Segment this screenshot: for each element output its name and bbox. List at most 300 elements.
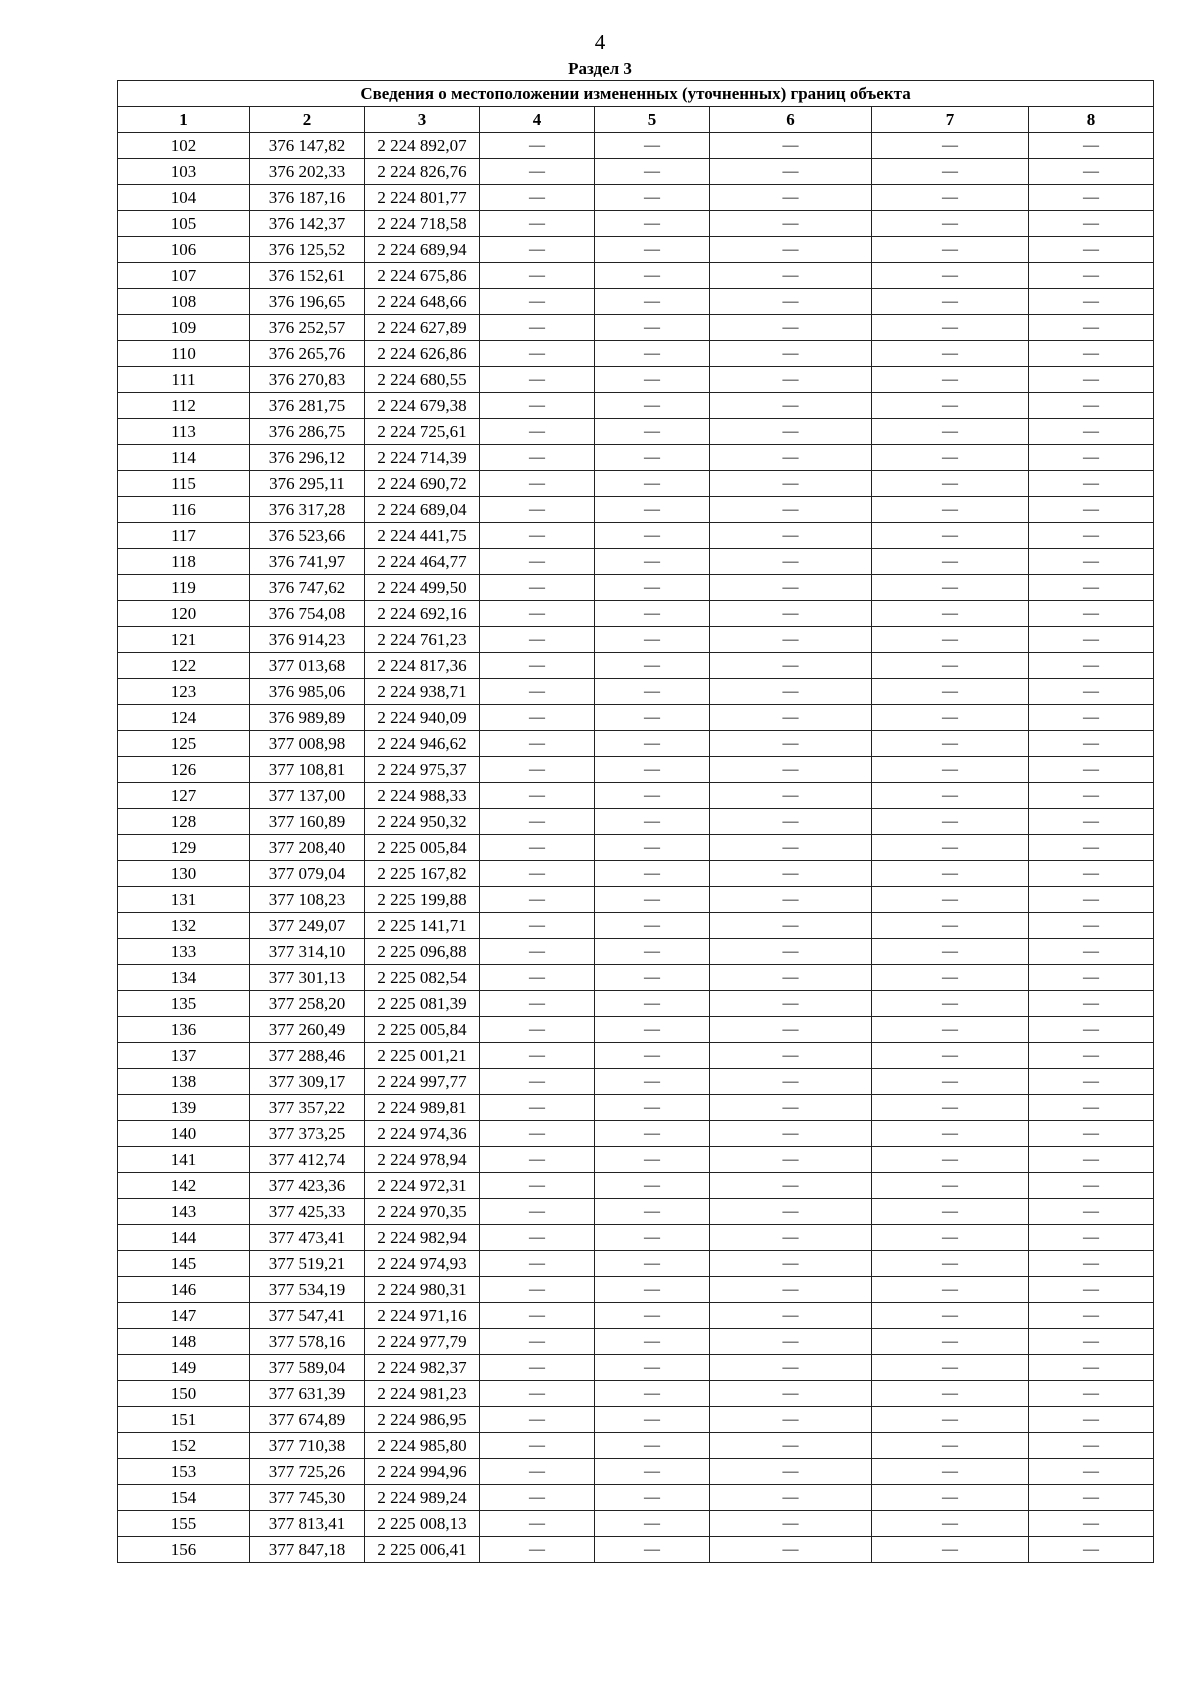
x-coordinate-cell: 377 578,16 bbox=[250, 1329, 365, 1355]
empty-value-cell: — bbox=[480, 1511, 595, 1537]
empty-value-cell: — bbox=[480, 809, 595, 835]
empty-value-cell: — bbox=[872, 367, 1029, 393]
x-coordinate-cell: 377 137,00 bbox=[250, 783, 365, 809]
point-number-cell: 118 bbox=[118, 549, 250, 575]
empty-value-cell: — bbox=[710, 1043, 872, 1069]
point-number-cell: 131 bbox=[118, 887, 250, 913]
point-number-cell: 134 bbox=[118, 965, 250, 991]
point-number-cell: 112 bbox=[118, 393, 250, 419]
table-row bbox=[118, 1407, 1154, 1433]
empty-value-cell: — bbox=[1029, 523, 1154, 549]
empty-value-cell: — bbox=[1029, 1433, 1154, 1459]
empty-value-cell: — bbox=[872, 601, 1029, 627]
empty-value-cell: — bbox=[1029, 1329, 1154, 1355]
table-row bbox=[118, 445, 1154, 471]
empty-value-cell: — bbox=[595, 1069, 710, 1095]
point-number-cell: 135 bbox=[118, 991, 250, 1017]
empty-value-cell: — bbox=[595, 1173, 710, 1199]
table-row bbox=[118, 367, 1154, 393]
empty-value-cell: — bbox=[872, 939, 1029, 965]
column-header: 4 bbox=[480, 107, 595, 133]
x-coordinate-cell: 377 547,41 bbox=[250, 1303, 365, 1329]
empty-value-cell: — bbox=[872, 289, 1029, 315]
column-header: 3 bbox=[365, 107, 480, 133]
empty-value-cell: — bbox=[595, 1043, 710, 1069]
table-row bbox=[118, 237, 1154, 263]
empty-value-cell: — bbox=[872, 679, 1029, 705]
table-row bbox=[118, 1511, 1154, 1537]
y-coordinate-cell: 2 224 441,75 bbox=[365, 523, 480, 549]
empty-value-cell: — bbox=[872, 965, 1029, 991]
empty-value-cell: — bbox=[595, 757, 710, 783]
empty-value-cell: — bbox=[872, 731, 1029, 757]
y-coordinate-cell: 2 224 986,95 bbox=[365, 1407, 480, 1433]
x-coordinate-cell: 377 589,04 bbox=[250, 1355, 365, 1381]
table-row bbox=[118, 1433, 1154, 1459]
empty-value-cell: — bbox=[595, 1251, 710, 1277]
empty-value-cell: — bbox=[595, 913, 710, 939]
empty-value-cell: — bbox=[710, 809, 872, 835]
empty-value-cell: — bbox=[595, 263, 710, 289]
empty-value-cell: — bbox=[480, 315, 595, 341]
empty-value-cell: — bbox=[480, 549, 595, 575]
empty-value-cell: — bbox=[480, 1017, 595, 1043]
empty-value-cell: — bbox=[595, 419, 710, 445]
point-number-cell: 155 bbox=[118, 1511, 250, 1537]
table-row bbox=[118, 965, 1154, 991]
y-coordinate-cell: 2 224 997,77 bbox=[365, 1069, 480, 1095]
empty-value-cell: — bbox=[480, 1147, 595, 1173]
empty-value-cell: — bbox=[480, 185, 595, 211]
empty-value-cell: — bbox=[1029, 133, 1154, 159]
x-coordinate-cell: 376 747,62 bbox=[250, 575, 365, 601]
empty-value-cell: — bbox=[710, 1407, 872, 1433]
y-coordinate-cell: 2 224 940,09 bbox=[365, 705, 480, 731]
x-coordinate-cell: 376 914,23 bbox=[250, 627, 365, 653]
y-coordinate-cell: 2 224 725,61 bbox=[365, 419, 480, 445]
table-row bbox=[118, 1537, 1154, 1563]
empty-value-cell: — bbox=[710, 367, 872, 393]
table-row bbox=[118, 1485, 1154, 1511]
empty-value-cell: — bbox=[595, 1147, 710, 1173]
point-number-cell: 139 bbox=[118, 1095, 250, 1121]
empty-value-cell: — bbox=[872, 705, 1029, 731]
x-coordinate-cell: 377 108,81 bbox=[250, 757, 365, 783]
x-coordinate-cell: 377 519,21 bbox=[250, 1251, 365, 1277]
empty-value-cell: — bbox=[872, 211, 1029, 237]
empty-value-cell: — bbox=[595, 1355, 710, 1381]
table-caption-row bbox=[118, 81, 1154, 107]
empty-value-cell: — bbox=[872, 575, 1029, 601]
empty-value-cell: — bbox=[595, 185, 710, 211]
empty-value-cell: — bbox=[872, 835, 1029, 861]
empty-value-cell: — bbox=[595, 601, 710, 627]
empty-value-cell: — bbox=[480, 1329, 595, 1355]
empty-value-cell: — bbox=[595, 367, 710, 393]
empty-value-cell: — bbox=[710, 705, 872, 731]
empty-value-cell: — bbox=[1029, 991, 1154, 1017]
empty-value-cell: — bbox=[595, 1381, 710, 1407]
empty-value-cell: — bbox=[872, 991, 1029, 1017]
empty-value-cell: — bbox=[595, 1433, 710, 1459]
empty-value-cell: — bbox=[595, 887, 710, 913]
y-coordinate-cell: 2 224 679,38 bbox=[365, 393, 480, 419]
empty-value-cell: — bbox=[480, 1537, 595, 1563]
x-coordinate-cell: 377 813,41 bbox=[250, 1511, 365, 1537]
point-number-cell: 125 bbox=[118, 731, 250, 757]
y-coordinate-cell: 2 224 970,35 bbox=[365, 1199, 480, 1225]
empty-value-cell: — bbox=[872, 263, 1029, 289]
empty-value-cell: — bbox=[595, 965, 710, 991]
empty-value-cell: — bbox=[595, 1199, 710, 1225]
empty-value-cell: — bbox=[1029, 679, 1154, 705]
table-row bbox=[118, 1017, 1154, 1043]
section-title: Раздел 3 bbox=[568, 59, 632, 78]
x-coordinate-cell: 376 147,82 bbox=[250, 133, 365, 159]
empty-value-cell: — bbox=[480, 1485, 595, 1511]
y-coordinate-cell: 2 225 141,71 bbox=[365, 913, 480, 939]
column-header: 5 bbox=[595, 107, 710, 133]
y-coordinate-cell: 2 224 946,62 bbox=[365, 731, 480, 757]
empty-value-cell: — bbox=[480, 1277, 595, 1303]
y-coordinate-cell: 2 224 826,76 bbox=[365, 159, 480, 185]
empty-value-cell: — bbox=[710, 315, 872, 341]
empty-value-cell: — bbox=[595, 809, 710, 835]
x-coordinate-cell: 377 258,20 bbox=[250, 991, 365, 1017]
table-row bbox=[118, 1329, 1154, 1355]
empty-value-cell: — bbox=[872, 887, 1029, 913]
x-coordinate-cell: 376 142,37 bbox=[250, 211, 365, 237]
empty-value-cell: — bbox=[1029, 601, 1154, 627]
empty-value-cell: — bbox=[1029, 809, 1154, 835]
empty-value-cell: — bbox=[710, 1459, 872, 1485]
empty-value-cell: — bbox=[1029, 393, 1154, 419]
y-coordinate-cell: 2 224 499,50 bbox=[365, 575, 480, 601]
x-coordinate-cell: 377 425,33 bbox=[250, 1199, 365, 1225]
empty-value-cell: — bbox=[872, 1251, 1029, 1277]
y-coordinate-cell: 2 224 761,23 bbox=[365, 627, 480, 653]
empty-value-cell: — bbox=[710, 419, 872, 445]
x-coordinate-cell: 377 423,36 bbox=[250, 1173, 365, 1199]
empty-value-cell: — bbox=[710, 1277, 872, 1303]
empty-value-cell: — bbox=[710, 601, 872, 627]
empty-value-cell: — bbox=[480, 1043, 595, 1069]
empty-value-cell: — bbox=[710, 835, 872, 861]
table-row bbox=[118, 887, 1154, 913]
x-coordinate-cell: 376 741,97 bbox=[250, 549, 365, 575]
point-number-cell: 133 bbox=[118, 939, 250, 965]
empty-value-cell: — bbox=[710, 1147, 872, 1173]
y-coordinate-cell: 2 224 974,93 bbox=[365, 1251, 480, 1277]
point-number-cell: 103 bbox=[118, 159, 250, 185]
point-number-cell: 122 bbox=[118, 653, 250, 679]
y-coordinate-cell: 2 224 981,23 bbox=[365, 1381, 480, 1407]
x-coordinate-cell: 376 295,11 bbox=[250, 471, 365, 497]
empty-value-cell: — bbox=[480, 861, 595, 887]
table-row bbox=[118, 549, 1154, 575]
empty-value-cell: — bbox=[872, 1303, 1029, 1329]
empty-value-cell: — bbox=[710, 1433, 872, 1459]
empty-value-cell: — bbox=[1029, 1095, 1154, 1121]
y-coordinate-cell: 2 224 971,16 bbox=[365, 1303, 480, 1329]
empty-value-cell: — bbox=[1029, 1199, 1154, 1225]
x-coordinate-cell: 376 523,66 bbox=[250, 523, 365, 549]
y-coordinate-cell: 2 225 005,84 bbox=[365, 1017, 480, 1043]
table-row bbox=[118, 1095, 1154, 1121]
point-number-cell: 127 bbox=[118, 783, 250, 809]
table-row bbox=[118, 1303, 1154, 1329]
table-row bbox=[118, 1225, 1154, 1251]
table-row bbox=[118, 601, 1154, 627]
empty-value-cell: — bbox=[710, 861, 872, 887]
empty-value-cell: — bbox=[595, 1225, 710, 1251]
empty-value-cell: — bbox=[480, 627, 595, 653]
empty-value-cell: — bbox=[595, 861, 710, 887]
empty-value-cell: — bbox=[872, 549, 1029, 575]
empty-value-cell: — bbox=[1029, 731, 1154, 757]
y-coordinate-cell: 2 224 972,31 bbox=[365, 1173, 480, 1199]
point-number-cell: 154 bbox=[118, 1485, 250, 1511]
empty-value-cell: — bbox=[595, 653, 710, 679]
empty-value-cell: — bbox=[710, 1355, 872, 1381]
point-number-cell: 116 bbox=[118, 497, 250, 523]
empty-value-cell: — bbox=[595, 341, 710, 367]
x-coordinate-cell: 377 008,98 bbox=[250, 731, 365, 757]
empty-value-cell: — bbox=[1029, 1069, 1154, 1095]
y-coordinate-cell: 2 224 892,07 bbox=[365, 133, 480, 159]
empty-value-cell: — bbox=[1029, 1017, 1154, 1043]
table-row bbox=[118, 627, 1154, 653]
empty-value-cell: — bbox=[480, 991, 595, 1017]
point-number-cell: 146 bbox=[118, 1277, 250, 1303]
empty-value-cell: — bbox=[595, 627, 710, 653]
point-number-cell: 143 bbox=[118, 1199, 250, 1225]
table-row bbox=[118, 809, 1154, 835]
column-header: 2 bbox=[250, 107, 365, 133]
empty-value-cell: — bbox=[872, 1095, 1029, 1121]
empty-value-cell: — bbox=[1029, 1459, 1154, 1485]
empty-value-cell: — bbox=[595, 211, 710, 237]
empty-value-cell: — bbox=[595, 1303, 710, 1329]
empty-value-cell: — bbox=[595, 1329, 710, 1355]
table-row bbox=[118, 419, 1154, 445]
x-coordinate-cell: 377 847,18 bbox=[250, 1537, 365, 1563]
point-number-cell: 156 bbox=[118, 1537, 250, 1563]
empty-value-cell: — bbox=[480, 1121, 595, 1147]
column-header: 6 bbox=[710, 107, 872, 133]
empty-value-cell: — bbox=[1029, 1511, 1154, 1537]
table-row bbox=[118, 1355, 1154, 1381]
table-row bbox=[118, 497, 1154, 523]
empty-value-cell: — bbox=[595, 393, 710, 419]
empty-value-cell: — bbox=[710, 471, 872, 497]
table-row bbox=[118, 1069, 1154, 1095]
table-row bbox=[118, 1251, 1154, 1277]
empty-value-cell: — bbox=[595, 1017, 710, 1043]
x-coordinate-cell: 376 196,65 bbox=[250, 289, 365, 315]
empty-value-cell: — bbox=[480, 965, 595, 991]
empty-value-cell: — bbox=[480, 1381, 595, 1407]
empty-value-cell: — bbox=[480, 939, 595, 965]
table-row bbox=[118, 835, 1154, 861]
y-coordinate-cell: 2 224 627,89 bbox=[365, 315, 480, 341]
empty-value-cell: — bbox=[710, 627, 872, 653]
empty-value-cell: — bbox=[710, 185, 872, 211]
empty-value-cell: — bbox=[1029, 1121, 1154, 1147]
table-row bbox=[118, 341, 1154, 367]
empty-value-cell: — bbox=[1029, 1537, 1154, 1563]
empty-value-cell: — bbox=[710, 965, 872, 991]
empty-value-cell: — bbox=[595, 1459, 710, 1485]
empty-value-cell: — bbox=[480, 1095, 595, 1121]
empty-value-cell: — bbox=[480, 1069, 595, 1095]
point-number-cell: 145 bbox=[118, 1251, 250, 1277]
empty-value-cell: — bbox=[1029, 653, 1154, 679]
empty-value-cell: — bbox=[872, 1537, 1029, 1563]
empty-value-cell: — bbox=[1029, 757, 1154, 783]
x-coordinate-cell: 377 631,39 bbox=[250, 1381, 365, 1407]
empty-value-cell: — bbox=[872, 1355, 1029, 1381]
empty-value-cell: — bbox=[480, 887, 595, 913]
empty-value-cell: — bbox=[1029, 211, 1154, 237]
y-coordinate-cell: 2 225 082,54 bbox=[365, 965, 480, 991]
table-row bbox=[118, 471, 1154, 497]
empty-value-cell: — bbox=[872, 1069, 1029, 1095]
empty-value-cell: — bbox=[710, 1251, 872, 1277]
empty-value-cell: — bbox=[1029, 159, 1154, 185]
empty-value-cell: — bbox=[595, 289, 710, 315]
x-coordinate-cell: 376 317,28 bbox=[250, 497, 365, 523]
x-coordinate-cell: 377 745,30 bbox=[250, 1485, 365, 1511]
x-coordinate-cell: 376 265,76 bbox=[250, 341, 365, 367]
empty-value-cell: — bbox=[710, 289, 872, 315]
empty-value-cell: — bbox=[872, 1147, 1029, 1173]
empty-value-cell: — bbox=[872, 497, 1029, 523]
empty-value-cell: — bbox=[1029, 1251, 1154, 1277]
x-coordinate-cell: 377 725,26 bbox=[250, 1459, 365, 1485]
point-number-cell: 144 bbox=[118, 1225, 250, 1251]
table-row bbox=[118, 1277, 1154, 1303]
table-body bbox=[118, 133, 1154, 1563]
empty-value-cell: — bbox=[710, 1225, 872, 1251]
empty-value-cell: — bbox=[1029, 1355, 1154, 1381]
y-coordinate-cell: 2 225 001,21 bbox=[365, 1043, 480, 1069]
empty-value-cell: — bbox=[710, 1303, 872, 1329]
empty-value-cell: — bbox=[480, 913, 595, 939]
empty-value-cell: — bbox=[595, 991, 710, 1017]
column-header: 7 bbox=[872, 107, 1029, 133]
x-coordinate-cell: 376 281,75 bbox=[250, 393, 365, 419]
table-row bbox=[118, 1043, 1154, 1069]
table-row bbox=[118, 991, 1154, 1017]
empty-value-cell: — bbox=[872, 653, 1029, 679]
empty-value-cell: — bbox=[1029, 1381, 1154, 1407]
x-coordinate-cell: 377 260,49 bbox=[250, 1017, 365, 1043]
empty-value-cell: — bbox=[872, 341, 1029, 367]
point-number-cell: 149 bbox=[118, 1355, 250, 1381]
x-coordinate-cell: 377 079,04 bbox=[250, 861, 365, 887]
table-row bbox=[118, 757, 1154, 783]
empty-value-cell: — bbox=[872, 315, 1029, 341]
table-row bbox=[118, 211, 1154, 237]
empty-value-cell: — bbox=[710, 1329, 872, 1355]
empty-value-cell: — bbox=[480, 393, 595, 419]
point-number-cell: 126 bbox=[118, 757, 250, 783]
empty-value-cell: — bbox=[480, 211, 595, 237]
x-coordinate-cell: 376 152,61 bbox=[250, 263, 365, 289]
y-coordinate-cell: 2 224 680,55 bbox=[365, 367, 480, 393]
y-coordinate-cell: 2 225 096,88 bbox=[365, 939, 480, 965]
x-coordinate-cell: 377 208,40 bbox=[250, 835, 365, 861]
point-number-cell: 150 bbox=[118, 1381, 250, 1407]
y-coordinate-cell: 2 224 648,66 bbox=[365, 289, 480, 315]
y-coordinate-cell: 2 224 989,24 bbox=[365, 1485, 480, 1511]
empty-value-cell: — bbox=[1029, 1225, 1154, 1251]
empty-value-cell: — bbox=[872, 1329, 1029, 1355]
empty-value-cell: — bbox=[872, 1225, 1029, 1251]
empty-value-cell: — bbox=[595, 1537, 710, 1563]
empty-value-cell: — bbox=[1029, 185, 1154, 211]
empty-value-cell: — bbox=[480, 679, 595, 705]
table-row bbox=[118, 1199, 1154, 1225]
y-coordinate-cell: 2 225 005,84 bbox=[365, 835, 480, 861]
empty-value-cell: — bbox=[480, 1459, 595, 1485]
table-row bbox=[118, 913, 1154, 939]
empty-value-cell: — bbox=[595, 133, 710, 159]
empty-value-cell: — bbox=[595, 731, 710, 757]
x-coordinate-cell: 376 754,08 bbox=[250, 601, 365, 627]
empty-value-cell: — bbox=[1029, 939, 1154, 965]
empty-value-cell: — bbox=[595, 1407, 710, 1433]
empty-value-cell: — bbox=[872, 1199, 1029, 1225]
empty-value-cell: — bbox=[872, 393, 1029, 419]
table-row bbox=[118, 1381, 1154, 1407]
empty-value-cell: — bbox=[595, 1511, 710, 1537]
point-number-cell: 120 bbox=[118, 601, 250, 627]
x-coordinate-cell: 376 286,75 bbox=[250, 419, 365, 445]
empty-value-cell: — bbox=[1029, 289, 1154, 315]
empty-value-cell: — bbox=[595, 835, 710, 861]
table-row bbox=[118, 783, 1154, 809]
y-coordinate-cell: 2 224 714,39 bbox=[365, 445, 480, 471]
point-number-cell: 128 bbox=[118, 809, 250, 835]
y-coordinate-cell: 2 224 982,94 bbox=[365, 1225, 480, 1251]
x-coordinate-cell: 377 288,46 bbox=[250, 1043, 365, 1069]
point-number-cell: 119 bbox=[118, 575, 250, 601]
empty-value-cell: — bbox=[480, 1173, 595, 1199]
empty-value-cell: — bbox=[710, 341, 872, 367]
point-number-cell: 107 bbox=[118, 263, 250, 289]
empty-value-cell: — bbox=[480, 1433, 595, 1459]
point-number-cell: 104 bbox=[118, 185, 250, 211]
empty-value-cell: — bbox=[595, 159, 710, 185]
x-coordinate-cell: 377 309,17 bbox=[250, 1069, 365, 1095]
empty-value-cell: — bbox=[480, 1225, 595, 1251]
table-row bbox=[118, 185, 1154, 211]
empty-value-cell: — bbox=[480, 237, 595, 263]
table-row bbox=[118, 263, 1154, 289]
empty-value-cell: — bbox=[595, 1095, 710, 1121]
y-coordinate-cell: 2 224 689,04 bbox=[365, 497, 480, 523]
empty-value-cell: — bbox=[872, 445, 1029, 471]
empty-value-cell: — bbox=[710, 1069, 872, 1095]
empty-value-cell: — bbox=[710, 913, 872, 939]
table-row bbox=[118, 1173, 1154, 1199]
column-header-row bbox=[118, 107, 1154, 133]
table-row bbox=[118, 1121, 1154, 1147]
empty-value-cell: — bbox=[480, 497, 595, 523]
empty-value-cell: — bbox=[480, 1251, 595, 1277]
